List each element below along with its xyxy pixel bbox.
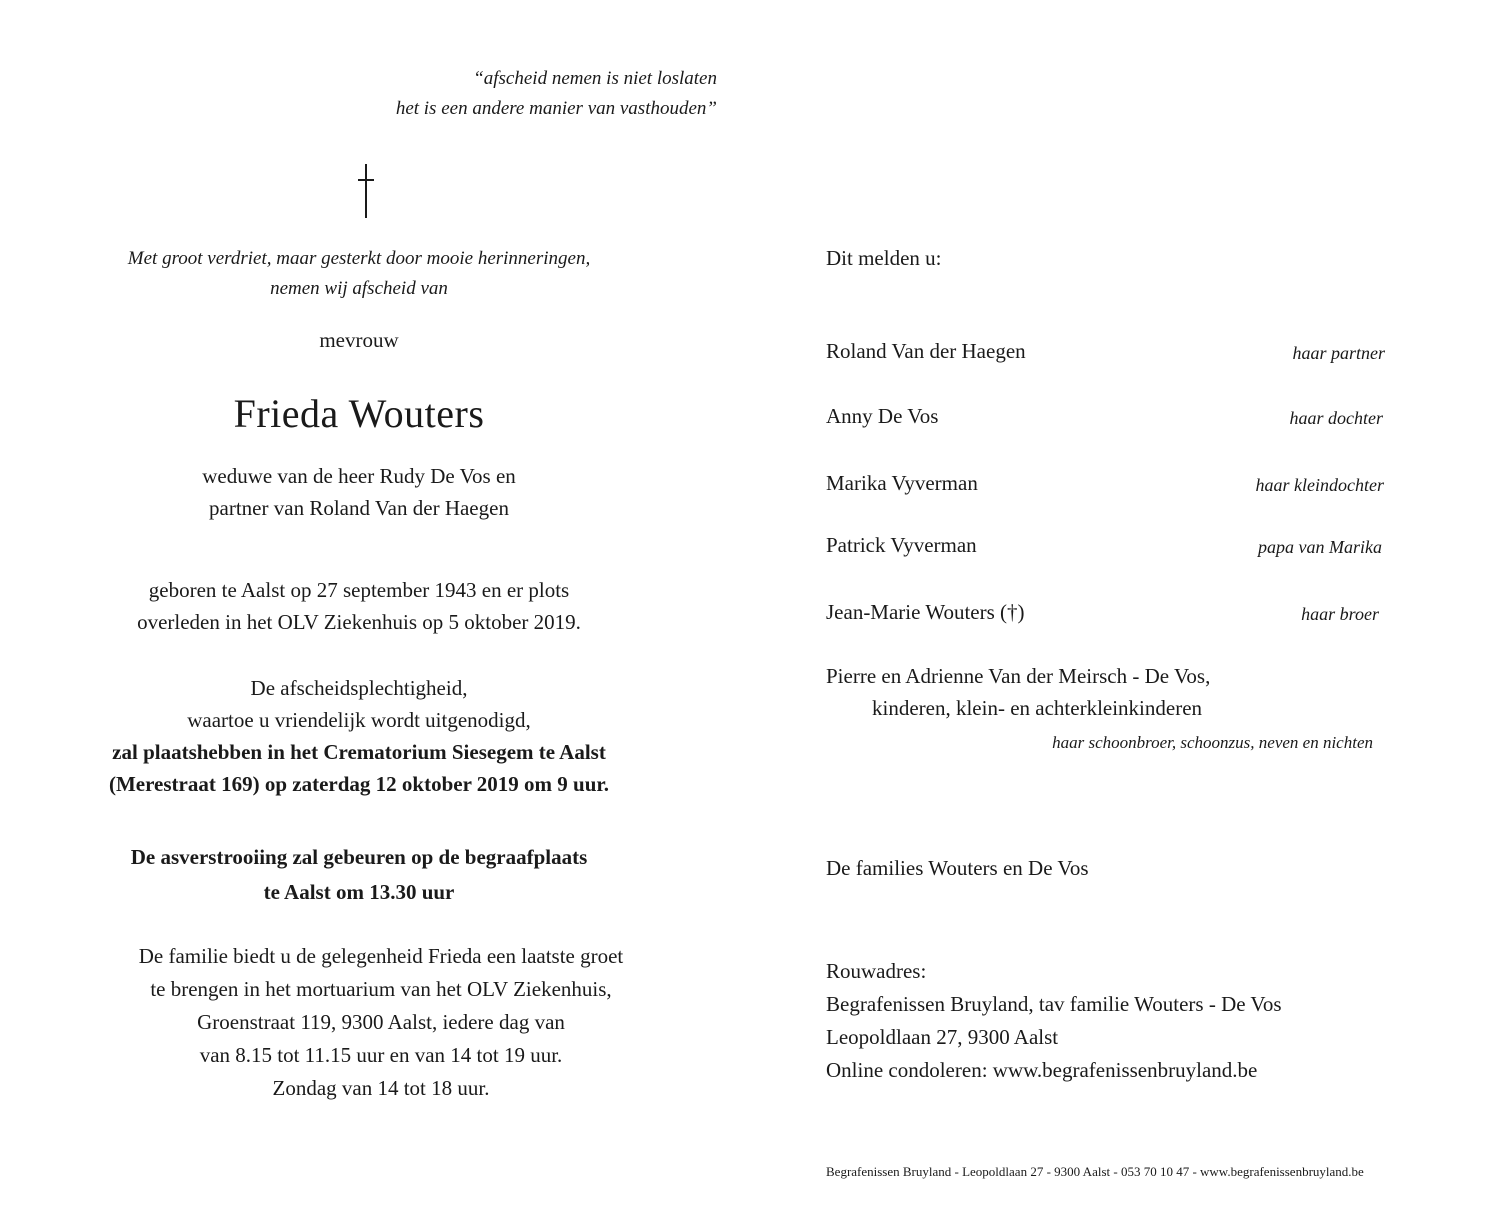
viewing-line-5: Zondag van 14 tot 18 uur. <box>272 1076 490 1100</box>
birth-death-text <box>0 574 718 638</box>
extended-family <box>826 660 1210 724</box>
quote-line-1: “afscheid nemen is niet loslaten <box>473 68 717 89</box>
relative-name: Roland Van der Haegen <box>826 339 1026 363</box>
extended-family-line-2: kinderen, klein- en achterkleinkinderen <box>872 696 1203 720</box>
birth-death-line-2: overleden in het OLV Ziekenhuis op 5 oktober 2019. <box>137 610 581 634</box>
intro-text <box>0 244 718 304</box>
intro-line-2: nemen wij afscheid van <box>270 278 448 299</box>
families-text: De families Wouters en De Vos <box>826 856 1089 880</box>
birth-death-line-1: geboren te Aalst op 27 september 1943 en er plots <box>148 578 570 602</box>
relative-role: haar partner <box>1292 343 1385 363</box>
relation-line-1: weduwe van de heer Rudy De Vos en <box>202 464 516 488</box>
viewing-line-2: te brengen in het mortuarium van het OLV Ziekenhuis, <box>150 977 612 1001</box>
intro-line-1: Met groot verdriet, maar gesterkt door mooie herinneringen, <box>127 248 591 269</box>
scattering-text <box>0 840 718 910</box>
address-line-1: Rouwadres: <box>826 959 927 983</box>
relative-name: Marika Vyverman <box>826 471 978 495</box>
ceremony-line-4: (Merestraat 169) op zaterdag 12 oktober 2019 om 9 uur. <box>108 772 610 796</box>
announcers-intro: Dit melden u: <box>826 246 942 270</box>
viewing-line-4: van 8.15 tot 11.15 uur en van 14 tot 19 uur. <box>199 1043 563 1067</box>
scattering-line-1: De asverstrooiing zal gebeuren op de begraafplaats <box>130 845 588 869</box>
extended-family-role: haar schoonbroer, schoonzus, neven en nichten <box>1052 733 1373 752</box>
relative-role: haar dochter <box>1289 408 1383 428</box>
relative-name: Patrick Vyverman <box>826 533 977 557</box>
address-line-2: Begrafenissen Bruyland, tav familie Wouters - De Vos <box>826 992 1282 1016</box>
relative-name: Anny De Vos <box>826 404 939 428</box>
viewing-line-1: De familie biedt u de gelegenheid Frieda een laatste groet <box>138 944 624 968</box>
relation-text <box>0 460 718 524</box>
relative-role: papa van Marika <box>1258 537 1382 557</box>
relative-name: Jean-Marie Wouters (†) <box>826 600 1025 624</box>
extended-family-line-1: Pierre en Adrienne Van der Meirsch - De Vos, <box>826 664 1211 688</box>
viewing-text <box>0 940 762 1105</box>
ceremony-line-3: zal plaatshebben in het Crematorium Siesegem te Aalst <box>112 740 606 764</box>
quote-line-2: het is een andere manier van vasthouden” <box>395 98 717 119</box>
viewing-line-3: Groenstraat 119, 9300 Aalst, iedere dag van <box>197 1010 565 1034</box>
cross-icon <box>358 164 374 218</box>
opening-quote <box>396 64 717 124</box>
deceased-name: Frieda Wouters <box>233 391 485 436</box>
salutation: mevrouw <box>319 328 399 352</box>
relative-role: haar kleindochter <box>1255 475 1384 495</box>
address-line-4: Online condoleren: www.begrafenissenbruyland.be <box>826 1058 1258 1082</box>
ceremony-text <box>0 672 718 800</box>
relation-line-2: partner van Roland Van der Haegen <box>209 496 509 520</box>
relative-role: haar broer <box>1301 604 1379 624</box>
mourning-address <box>826 955 1282 1087</box>
ceremony-line-1: De afscheidsplechtigheid, <box>250 676 468 700</box>
scattering-line-2: te Aalst om 13.30 uur <box>263 880 455 904</box>
ceremony-line-2: waartoe u vriendelijk wordt uitgenodigd, <box>187 708 531 732</box>
address-line-3: Leopoldlaan 27, 9300 Aalst <box>826 1025 1059 1049</box>
footer-text: Begrafenissen Bruyland - Leopoldlaan 27 - 9300 Aalst - 053 70 10 47 - www.begrafenissenbruyland.be <box>826 1164 1364 1179</box>
